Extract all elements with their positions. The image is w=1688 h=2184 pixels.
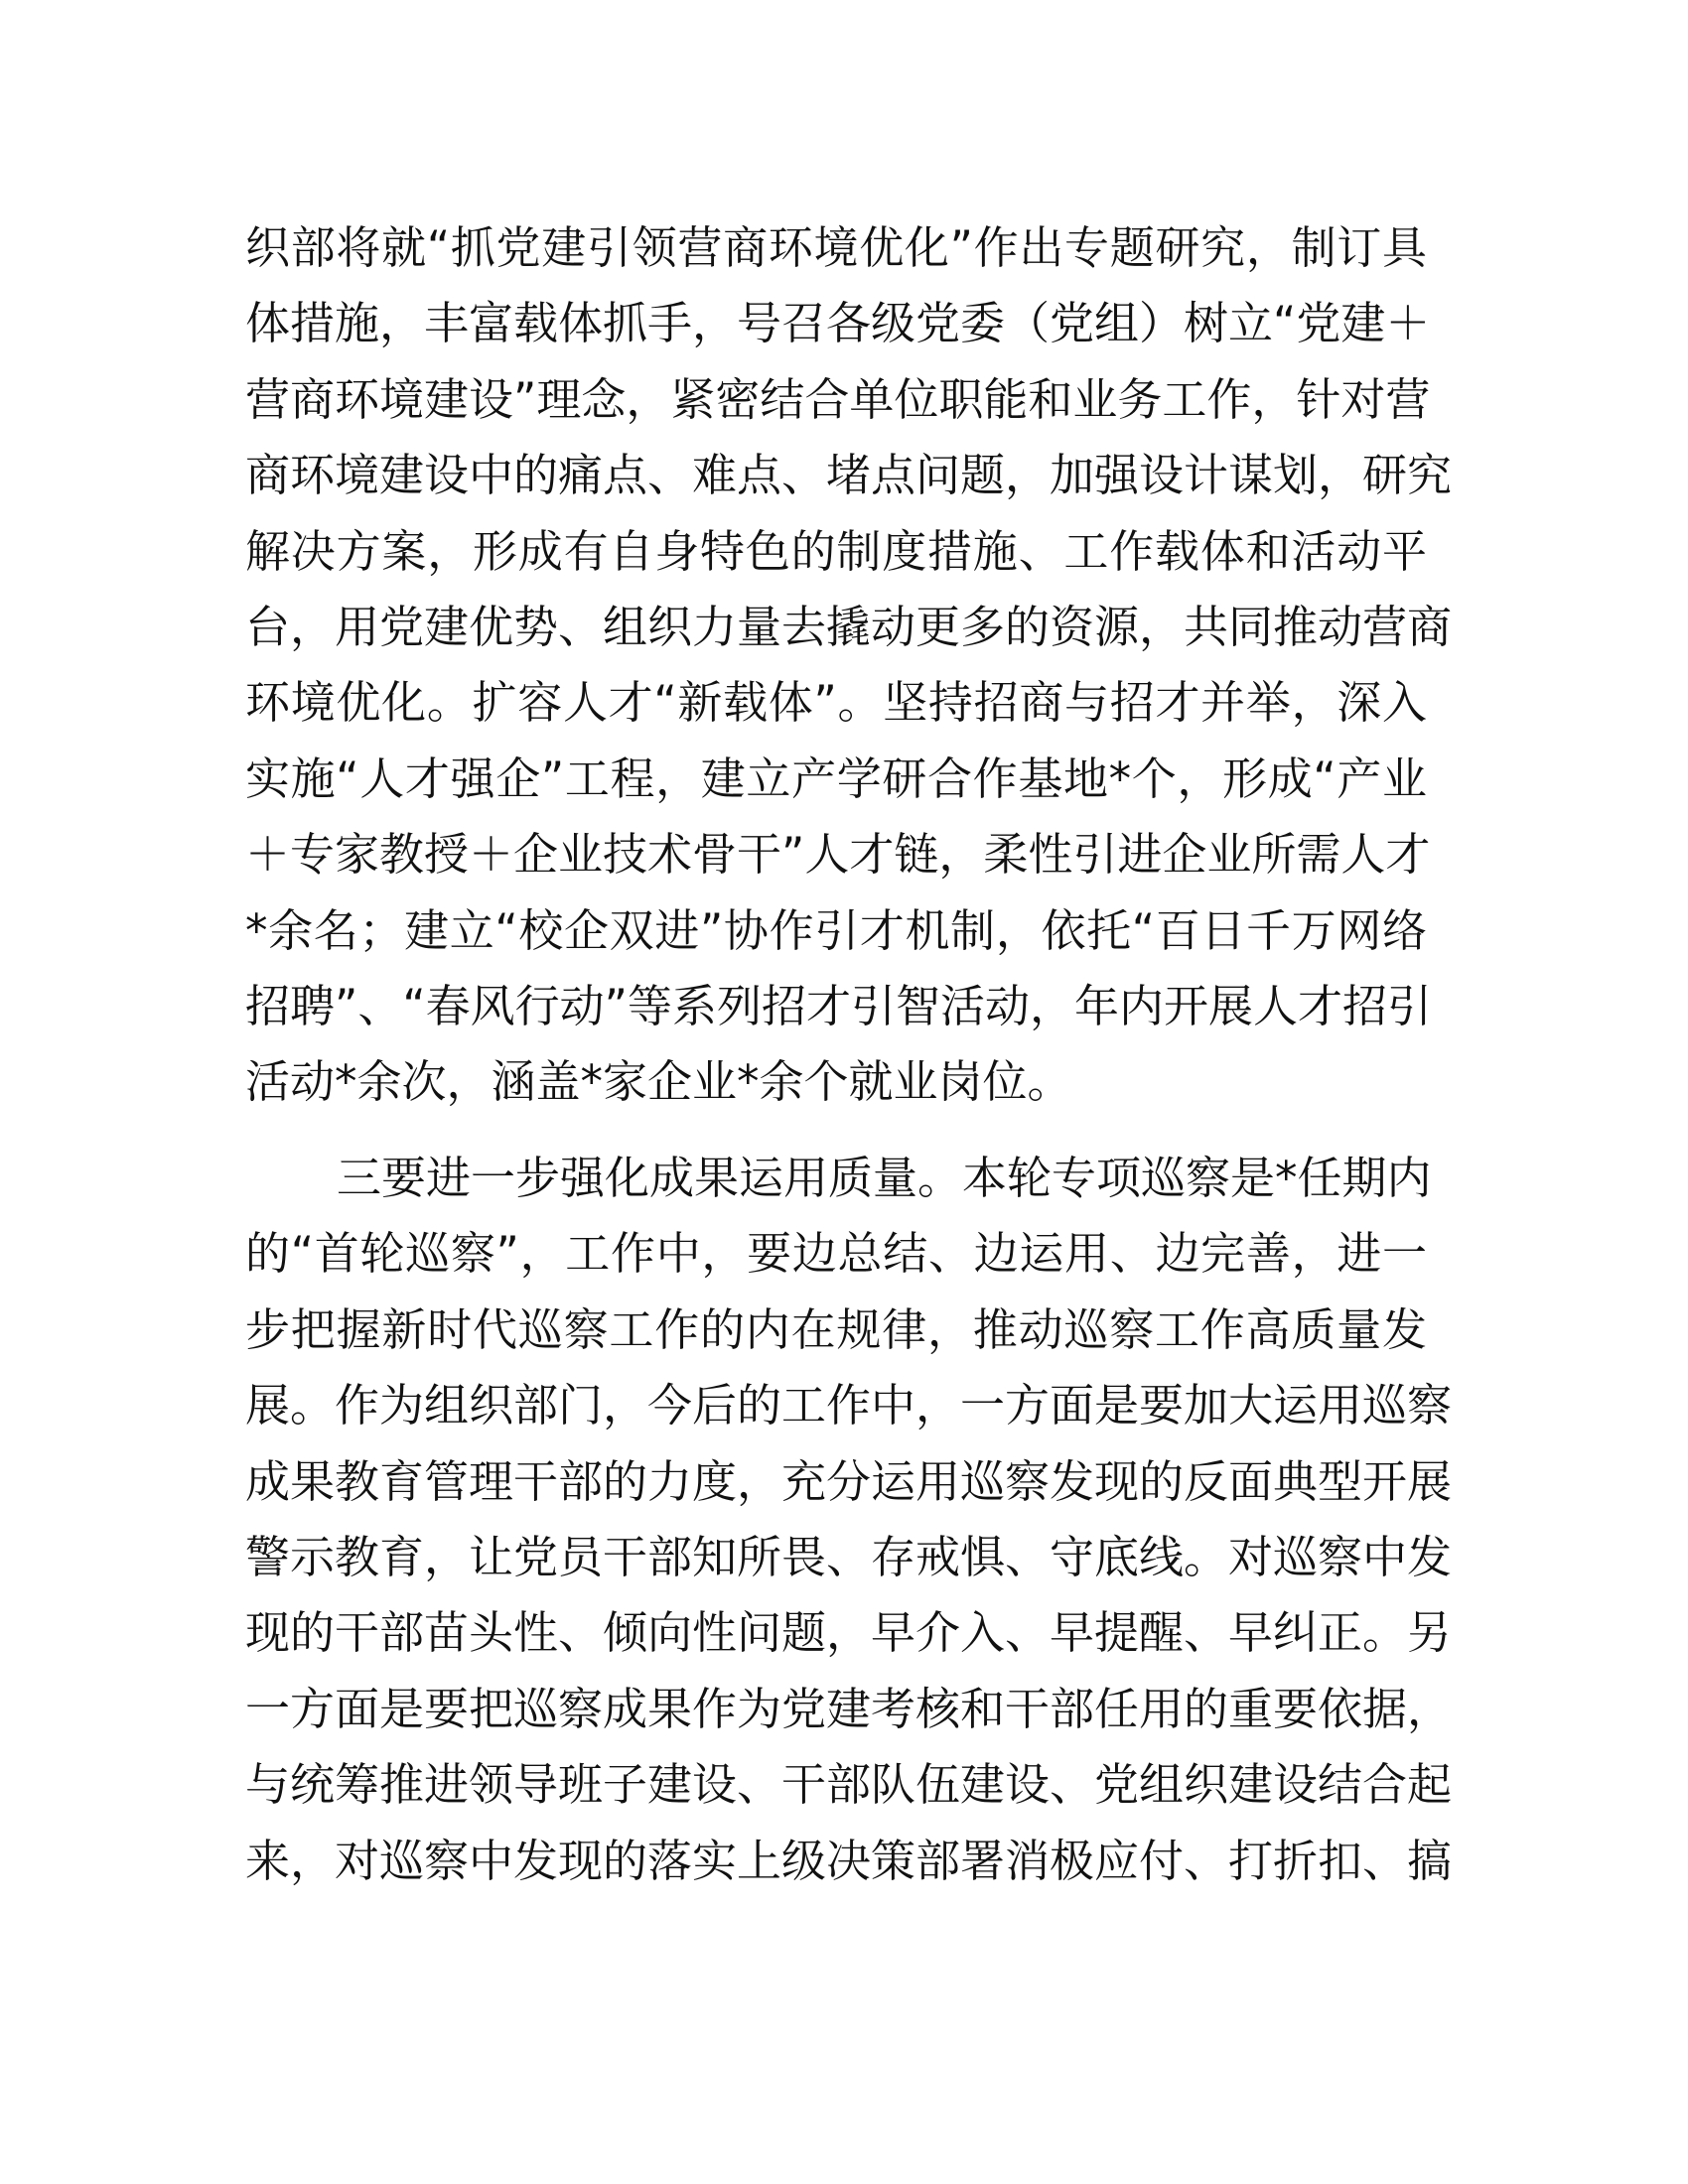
- text-line: *余名；建立“校企双进”协作引才机制，依托“百日千万网络: [245, 903, 1427, 957]
- text-line: ＋专家教授＋企业技术骨干”人才链，柔性引进企业所需人才: [245, 828, 1431, 882]
- text-line: 步把握新时代巡察工作的内在规律，推动巡察工作高质量发: [245, 1302, 1427, 1356]
- text-line: 与统筹推进领导班子建设、干部队伍建设、党组织建设结合起: [245, 1758, 1453, 1812]
- text-line: 实施“人才强企”工程，建立产学研合作基地*个，形成“产业: [245, 751, 1427, 805]
- text-line: 成果教育管理干部的力度，充分运用巡察发现的反面典型开展: [245, 1454, 1453, 1508]
- text-line: 一方面是要把巡察成果作为党建考核和干部任用的重要依据，: [245, 1682, 1453, 1735]
- text-line: 展。作为组织部门，今后的工作中，一方面是要加大运用巡察: [245, 1379, 1453, 1433]
- text-line: 三要进一步强化成果运用质量。本轮专项巡察是*任期内: [337, 1152, 1432, 1204]
- text-line: 织部将就“抓党建引领营商环境优化”作出专题研究，制订具: [245, 221, 1427, 274]
- text-line: 台，用党建优势、组织力量去撬动更多的资源，共同推动营商: [245, 601, 1453, 653]
- text-line: 体措施，丰富载体抓手，号召各级党委（党组）树立“党建＋: [245, 297, 1431, 350]
- text-line: 现的干部苗头性、倾向性问题，早介入、早提醒、早纠正。另: [245, 1606, 1453, 1660]
- text-line: 来，对巡察中发现的落实上级决策部署消极应付、打折扣、搞: [245, 1834, 1453, 1887]
- text-line: 商环境建设中的痛点、难点、堵点问题，加强设计谋划，研究: [245, 449, 1453, 502]
- text-line: 营商环境建设”理念，紧密结合单位职能和业务工作，针对营: [245, 372, 1431, 426]
- text-line: 环境优化。扩容人才“新载体”。坚持招商与招才并举，深入: [245, 676, 1427, 730]
- text-line: 警示教育，让党员干部知所畏、存戒惧、守底线。对巡察中发: [245, 1531, 1453, 1583]
- text-line: 的“首轮巡察”，工作中，要边总结、边运用、边完善，进一: [245, 1227, 1427, 1281]
- text-line: 招聘”、“春风行动”等系列招才引智活动，年内开展人才招引: [245, 980, 1432, 1032]
- text-line: 活动*余次，涵盖*家企业*余个就业岗位。: [245, 1055, 1072, 1109]
- text-line: 解决方案，形成有自身特色的制度措施、工作载体和活动平: [245, 524, 1427, 578]
